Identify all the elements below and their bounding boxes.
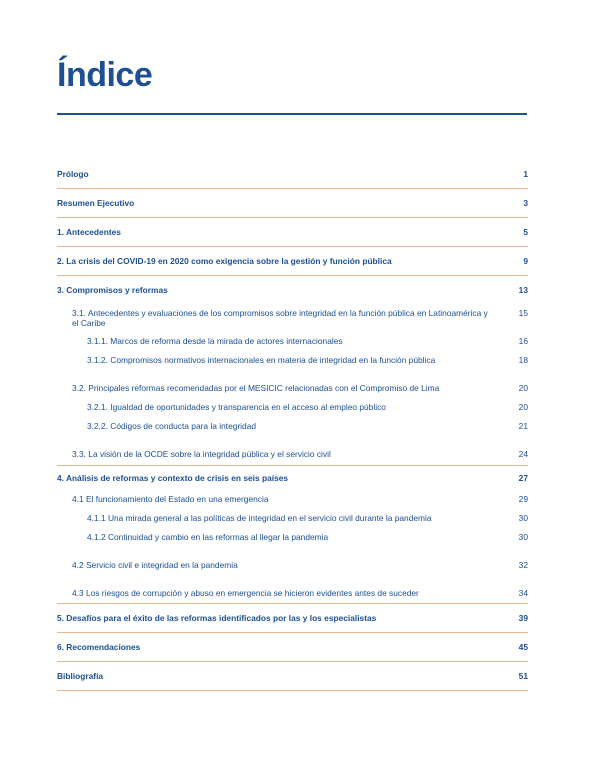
toc-entry-3-2-1[interactable]: [57, 398, 528, 417]
toc-entry-text: 3.2. Principales reformas recomendadas por el MESICIC relacionadas con el Compromiso de Lima: [72, 383, 440, 393]
toc-entry-page: 30: [518, 532, 528, 542]
page-title: Índice: [57, 56, 153, 94]
toc-entry-page: 20: [518, 383, 528, 393]
toc-entry-4-1[interactable]: [57, 490, 528, 509]
toc-entry-text: 5. Desafíos para el éxito de las reformas identificados por las y los especialistas: [57, 613, 377, 623]
toc-entry-4-3[interactable]: [57, 584, 528, 601]
toc-entry-page: 29: [518, 494, 528, 504]
toc-entry-page: 13: [518, 285, 528, 295]
toc-entry-3-2[interactable]: [57, 379, 528, 398]
spacer: [57, 547, 528, 556]
toc-entry-page: 18: [518, 355, 528, 365]
toc-entry-text: 3.1.2. Compromisos normativos internacionales en materia de integridad en la función pública: [87, 355, 436, 365]
toc-entry-resumen-ejecutivo[interactable]: [57, 189, 528, 218]
toc-entry-text: 4. Análisis de reformas y contexto de crisis en seis países: [57, 473, 289, 483]
toc-entry-page: 3: [523, 198, 528, 208]
toc-entry-page: 24: [518, 449, 528, 459]
toc-entry-prologo[interactable]: [57, 160, 528, 189]
spacer: [57, 436, 528, 445]
toc-entry-text: 3.2.1. Igualdad de oportunidades y transparencia en el acceso al empleo público: [87, 402, 386, 412]
toc-entry-3-1-2[interactable]: [57, 351, 528, 370]
toc-entry-page: 16: [518, 336, 528, 346]
toc-entry-text: 6. Recomendaciones: [57, 642, 141, 652]
toc-entry-text: Prólogo: [57, 169, 89, 179]
toc-entry-text: 3.1. Antecedentes y evaluaciones de los compromisos sobre integridad en la función pública en Latinoamérica y el Caribe: [72, 308, 488, 328]
toc-entry-page: 9: [523, 256, 528, 266]
toc-entry-text: 1. Antecedentes: [57, 227, 121, 237]
toc-entry-text: 4.1.1 Una mirada general a las políticas de integridad en el servicio civil durante la pandemia: [87, 513, 432, 523]
toc-entry-4-1-2[interactable]: [57, 528, 528, 547]
toc-entry-page: 5: [523, 227, 528, 237]
toc-entry-page: 20: [518, 402, 528, 412]
toc-entry-text: 4.1 El funcionamiento del Estado en una emergencia: [72, 494, 269, 504]
toc-entry-4-1-1[interactable]: [57, 509, 528, 528]
toc-entry-text: Resumen Ejecutivo: [57, 198, 135, 208]
toc-entry-page: 32: [518, 560, 528, 570]
toc-entry-3-1[interactable]: [57, 304, 528, 332]
toc-entry-3-3[interactable]: [57, 445, 528, 462]
toc-entry-page: 34: [518, 588, 528, 598]
toc-entry-text: 3. Compromisos y reformas: [57, 285, 168, 295]
toc-entry-page: 51: [518, 671, 528, 681]
toc-entry-text: 2. La crisis del COVID-19 en 2020 como exigencia sobre la gestión y función pública: [57, 256, 392, 266]
toc-entry-text: 3.1.1. Marcos de reforma desde la mirada de actores internacionales: [87, 336, 343, 346]
toc-entry-page: 15: [518, 308, 528, 318]
toc-entry-page: 27: [518, 473, 528, 483]
toc-entry-page: 1: [523, 169, 528, 179]
toc-entry-4-2[interactable]: [57, 556, 528, 575]
toc-entry-text: 4.2 Servicio civil e integridad en la pandemia: [72, 560, 238, 570]
toc-entry-page: 21: [518, 421, 528, 431]
toc-entry-text: 3.2.2. Códigos de conducta para la integridad: [87, 421, 257, 431]
toc-entry-compromisos[interactable]: [57, 276, 528, 304]
toc-entry-antecedentes[interactable]: [57, 218, 528, 247]
toc-entry-3-1-1[interactable]: [57, 332, 528, 351]
toc-entry-page: 39: [518, 613, 528, 623]
spacer: [57, 370, 528, 379]
toc-entry-text: Bibliografía: [57, 671, 104, 681]
toc-entry-3-2-2[interactable]: [57, 417, 528, 436]
toc-entry-text: 4.1.2 Continuidad y cambio en las reformas al llegar la pandemia: [87, 532, 329, 542]
toc-entry-recomendaciones[interactable]: [57, 633, 528, 662]
toc-entry-text: 4.3 Los riesgos de corrupción y abuso en emergencia se hicieron evidentes antes de suceder: [72, 588, 419, 598]
toc-entry-page: 30: [518, 513, 528, 523]
table-of-contents: [57, 160, 528, 691]
toc-entry-crisis-covid[interactable]: [57, 247, 528, 276]
spacer: [57, 575, 528, 584]
toc-entry-text: 3.3. La visión de la OCDE sobre la integridad pública y el servicio civil: [72, 449, 331, 459]
toc-entry-bibliografia[interactable]: [57, 662, 528, 691]
toc-entry-analisis[interactable]: [57, 466, 528, 490]
toc-entry-desafios[interactable]: [57, 604, 528, 633]
title-divider: [57, 113, 527, 115]
toc-entry-page: 45: [518, 642, 528, 652]
